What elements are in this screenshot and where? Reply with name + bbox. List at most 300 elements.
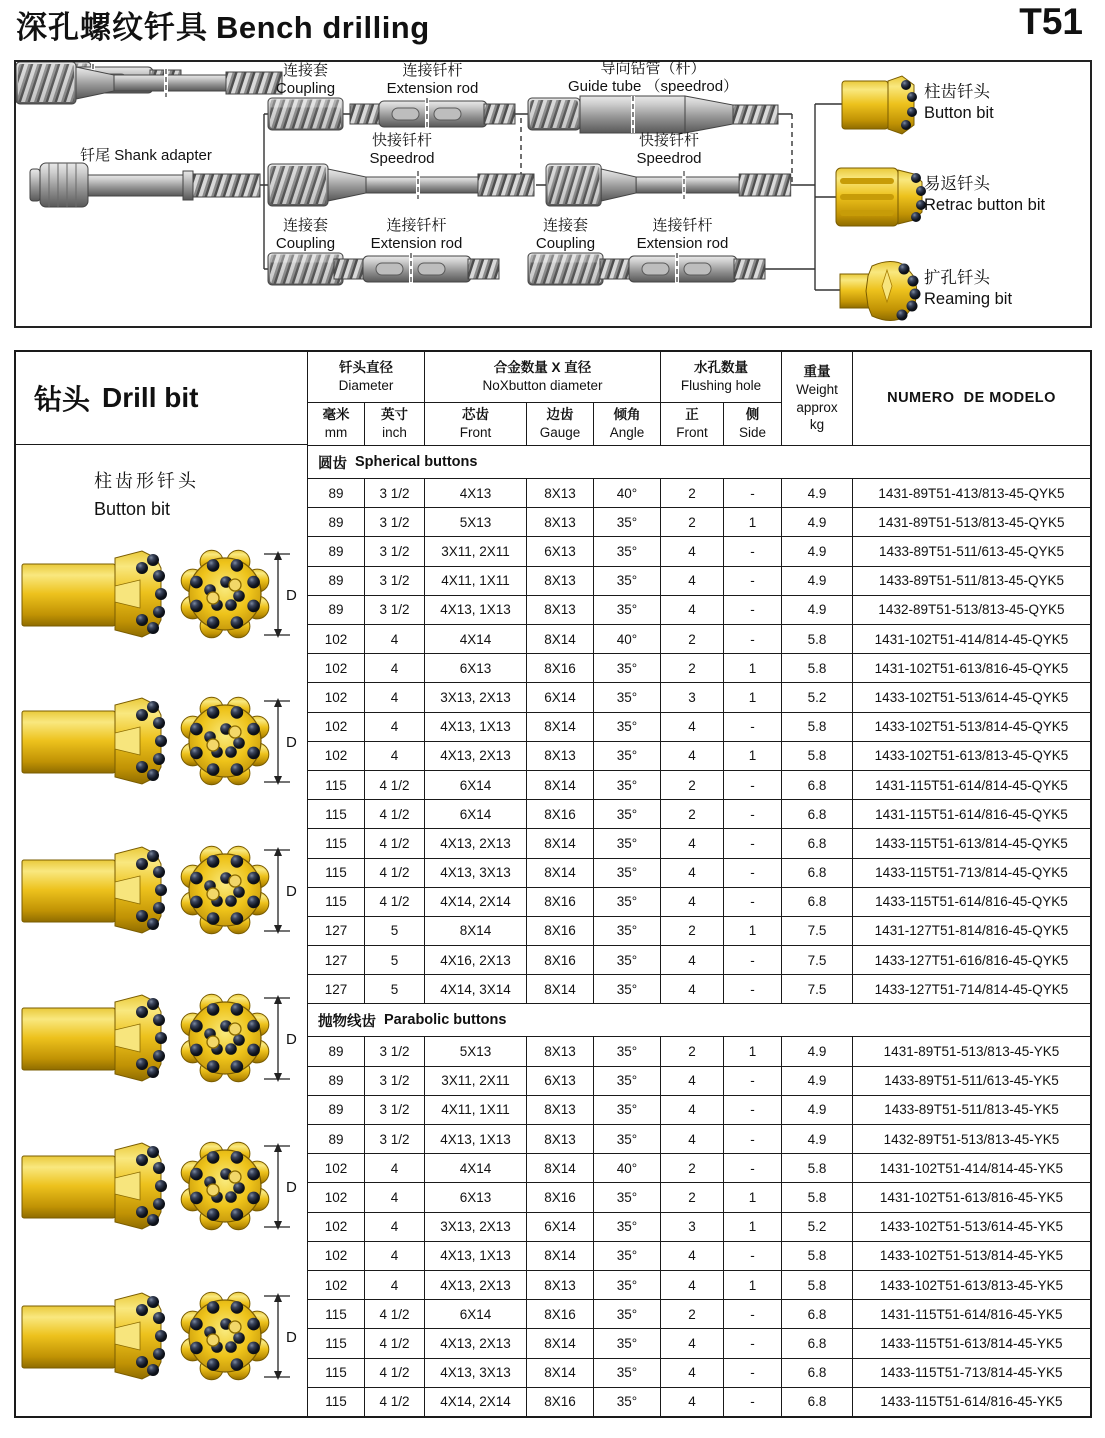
table-cell: 3 — [661, 683, 723, 711]
table-cell: 35° — [594, 1096, 660, 1124]
table-cell: 115 — [308, 888, 364, 916]
bit-side-view — [22, 698, 167, 784]
table-cell: 4 1/2 — [365, 1329, 424, 1357]
table-cell: 5.8 — [782, 625, 852, 653]
table-cell: 2 — [661, 625, 723, 653]
table-cell: 4 — [365, 1242, 424, 1270]
table-cell: 35° — [594, 713, 660, 741]
table-cell: 102 — [308, 1213, 364, 1241]
table-cell: 89 — [308, 1037, 364, 1065]
table-cell: 8X13 — [527, 508, 593, 536]
table-cell: 1 — [724, 683, 781, 711]
table-cell: 1 — [724, 742, 781, 770]
table-cell: 4 — [661, 975, 723, 1003]
dimension-label: D — [286, 1031, 297, 1048]
table-cell: 4 — [661, 537, 723, 565]
table-cell: 4.9 — [782, 479, 852, 507]
model-number-cell: 1433-102T51-613/813-45-QYK5 — [853, 742, 1090, 770]
table-cell: 115 — [308, 771, 364, 799]
col-header-front-center: 芯齿 Front — [425, 403, 526, 445]
col-header-front: 正 Front — [661, 403, 723, 445]
table-cell: - — [724, 1359, 781, 1387]
table-cell: 35° — [594, 1067, 660, 1095]
table-cell: - — [724, 537, 781, 565]
table-cell: 4X11, 1X11 — [425, 1096, 526, 1124]
table-cell: 4 — [661, 1271, 723, 1299]
table-cell: 6X14 — [527, 1213, 593, 1241]
table-cell: 8X14 — [425, 917, 526, 945]
table-cell: 115 — [308, 1300, 364, 1328]
model-number-cell: 1433-115T51-614/816-45-QYK5 — [853, 888, 1090, 916]
table-cell: 35° — [594, 654, 660, 682]
col-header-angle: 倾角 Angle — [594, 403, 660, 445]
model-number-cell: 1433-89T51-511/613-45-YK5 — [853, 1067, 1090, 1095]
table-cell: 8X13 — [527, 596, 593, 624]
table-cell: 35° — [594, 1329, 660, 1357]
table-cell: 35° — [594, 800, 660, 828]
table-cell: 35° — [594, 859, 660, 887]
table-cell: 5X13 — [425, 508, 526, 536]
table-cell: 2 — [661, 1300, 723, 1328]
table-cell: 4 — [661, 1242, 723, 1270]
table-cell: 102 — [308, 654, 364, 682]
table-cell: 4 — [661, 742, 723, 770]
table-cell: 102 — [308, 683, 364, 711]
table-cell: 127 — [308, 975, 364, 1003]
table-cell: 35° — [594, 1300, 660, 1328]
section-header: 圆齿 Spherical buttons — [308, 446, 1090, 478]
table-cell: 8X13 — [527, 567, 593, 595]
model-number-cell: 1433-102T51-513/814-45-QYK5 — [853, 713, 1090, 741]
table-cell: 8X14 — [527, 771, 593, 799]
button-bit-small-image — [842, 76, 917, 134]
bit-image-pair — [20, 1140, 305, 1235]
table-cell: 4X13, 1X13 — [425, 1125, 526, 1153]
label-extension-rod-bottom-left: 连接钎杆 Extension rod — [370, 217, 463, 252]
label-coupling-top: 连接套 Coupling — [275, 62, 336, 97]
button-bit-image — [20, 1290, 305, 1385]
table-cell: 4 — [365, 742, 424, 770]
table-cell: 4X13, 1X13 — [425, 1242, 526, 1270]
label-reaming-bit: 扩孔钎头 Reaming bit — [924, 269, 1013, 308]
thread-model-code: T51 — [1019, 1, 1083, 42]
col-header-no-x-button: 合金数量 X 直径 NoXbutton diameter — [425, 352, 660, 402]
model-number-cell: 1431-102T51-414/814-45-YK5 — [853, 1154, 1090, 1182]
table-cell: 40° — [594, 1154, 660, 1182]
dimension-label: D — [286, 734, 297, 751]
model-number-cell: 1431-102T51-613/816-45-YK5 — [853, 1183, 1090, 1211]
diameter-dimension — [264, 1143, 297, 1230]
table-cell: 40° — [594, 625, 660, 653]
table-cell: 5X13 — [425, 1037, 526, 1065]
table-cell: 8X16 — [527, 917, 593, 945]
table-cell: 8X16 — [527, 1300, 593, 1328]
model-number-cell: 1433-89T51-511/613-45-QYK5 — [853, 537, 1090, 565]
table-cell: 4 1/2 — [365, 800, 424, 828]
table-cell: 5.2 — [782, 683, 852, 711]
table-cell: 4 — [365, 625, 424, 653]
table-cell: 1 — [724, 1213, 781, 1241]
col-header-inch: 英寸 inch — [365, 403, 424, 445]
table-cell: 4X13, 3X13 — [425, 1359, 526, 1387]
table-cell: 6X14 — [425, 771, 526, 799]
table-cell: 3 1/2 — [365, 596, 424, 624]
table-cell: 6.8 — [782, 771, 852, 799]
bit-side-view — [22, 1143, 167, 1229]
table-cell: 115 — [308, 1359, 364, 1387]
assembly-diagram — [14, 60, 1092, 328]
table-cell: 35° — [594, 508, 660, 536]
table-title — [16, 352, 307, 445]
table-cell: 35° — [594, 1271, 660, 1299]
table-cell: 1 — [724, 917, 781, 945]
table-cell: 35° — [594, 771, 660, 799]
table-cell: 115 — [308, 1329, 364, 1357]
table-cell: - — [724, 1154, 781, 1182]
table-cell: 4 — [365, 1271, 424, 1299]
table-cell: 89 — [308, 508, 364, 536]
table-cell: 6.8 — [782, 829, 852, 857]
table-cell: 6X14 — [425, 1300, 526, 1328]
table-cell: 5.8 — [782, 1183, 852, 1211]
table-cell: 8X13 — [527, 1125, 593, 1153]
table-cell: 3 1/2 — [365, 1125, 424, 1153]
table-cell: 102 — [308, 713, 364, 741]
table-cell: 4X13, 2X13 — [425, 829, 526, 857]
bit-image-pair — [20, 548, 305, 643]
label-speedrod-right: 快接钎杆 Speedrod — [636, 132, 702, 167]
table-cell: 5.8 — [782, 654, 852, 682]
model-number-cell: 1431-102T51-613/816-45-QYK5 — [853, 654, 1090, 682]
table-cell: 4 1/2 — [365, 888, 424, 916]
table-cell: 6.8 — [782, 888, 852, 916]
model-number-cell: 1432-89T51-513/813-45-YK5 — [853, 1125, 1090, 1153]
table-cell: 35° — [594, 1183, 660, 1211]
table-cell: 4 — [661, 1359, 723, 1387]
table-cell: 3 1/2 — [365, 567, 424, 595]
table-cell: 2 — [661, 479, 723, 507]
table-cell: 7.5 — [782, 917, 852, 945]
table-cell: 8X14 — [527, 1359, 593, 1387]
model-number-cell: 1433-115T51-613/814-45-QYK5 — [853, 829, 1090, 857]
button-bit-image — [20, 695, 305, 790]
table-cell: 4.9 — [782, 1125, 852, 1153]
table-cell: 4X14, 3X14 — [425, 975, 526, 1003]
bit-face-view — [181, 994, 269, 1082]
table-cell: 3 1/2 — [365, 1037, 424, 1065]
table-cell: 4 — [661, 946, 723, 974]
model-number-cell: 1431-127T51-814/816-45-QYK5 — [853, 917, 1090, 945]
table-cell: 2 — [661, 508, 723, 536]
table-cell: 8X14 — [527, 1329, 593, 1357]
bit-face-view — [181, 1292, 269, 1380]
table-cell: 102 — [308, 625, 364, 653]
table-cell: 6X13 — [527, 537, 593, 565]
table-cell: 4X14 — [425, 1154, 526, 1182]
table-cell: 89 — [308, 596, 364, 624]
diameter-dimension — [264, 1293, 297, 1380]
model-number-cell: 1433-102T51-513/814-45-YK5 — [853, 1242, 1090, 1270]
table-cell: 6X14 — [425, 800, 526, 828]
table-cell: 4X11, 1X11 — [425, 567, 526, 595]
table-cell: 89 — [308, 479, 364, 507]
bit-face-view — [181, 550, 269, 638]
table-cell: 1 — [724, 1271, 781, 1299]
table-cell: 115 — [308, 800, 364, 828]
table-cell: - — [724, 975, 781, 1003]
table-cell: 8X16 — [527, 888, 593, 916]
table-cell: 8X16 — [527, 654, 593, 682]
table-cell: 8X16 — [527, 1183, 593, 1211]
bit-face-view — [181, 846, 269, 934]
table-cell: 4.9 — [782, 537, 852, 565]
dimension-label: D — [286, 883, 297, 900]
table-title-en: Drill bit — [102, 382, 199, 413]
table-cell: 4 — [661, 713, 723, 741]
table-cell: 4.9 — [782, 1067, 852, 1095]
bit-face-view — [181, 1142, 269, 1230]
model-number-cell: 1433-102T51-613/813-45-YK5 — [853, 1271, 1090, 1299]
table-cell: 35° — [594, 1213, 660, 1241]
table-cell: 4X14, 2X14 — [425, 888, 526, 916]
button-bit-image — [20, 548, 305, 643]
table-cell: 3 1/2 — [365, 537, 424, 565]
table-cell: 2 — [661, 1154, 723, 1182]
table-cell: 4 1/2 — [365, 771, 424, 799]
table-cell: 7.5 — [782, 975, 852, 1003]
page-header — [16, 2, 1091, 47]
col-header-diameter: 钎头直径 Diameter — [308, 352, 424, 402]
table-cell: 6.8 — [782, 1300, 852, 1328]
table-cell: 4 — [365, 713, 424, 741]
table-cell: 4X14, 2X14 — [425, 1388, 526, 1416]
label-shank-adapter: 钎尾 Shank adapter — [80, 147, 212, 164]
table-cell: - — [724, 713, 781, 741]
table-cell: 6X13 — [425, 1183, 526, 1211]
table-cell: 6X13 — [527, 1067, 593, 1095]
drill-bit-spec-table — [14, 350, 1092, 1418]
table-cell: 4 1/2 — [365, 859, 424, 887]
col-header-side: 侧 Side — [724, 403, 781, 445]
table-cell: 40° — [594, 479, 660, 507]
table-cell: - — [724, 800, 781, 828]
table-cell: 4X13, 1X13 — [425, 713, 526, 741]
col-header-model: NUMERO DE MODELO — [853, 352, 1090, 445]
label-extension-rod-bottom-right: 连接钎杆 Extension rod — [636, 217, 729, 252]
section-header: 抛物线齿 Parabolic buttons — [308, 1004, 1090, 1036]
table-cell: 115 — [308, 829, 364, 857]
table-cell: 4X14 — [425, 625, 526, 653]
table-cell: 1 — [724, 654, 781, 682]
table-cell: 8X13 — [527, 1096, 593, 1124]
table-cell: 4 — [661, 1067, 723, 1095]
table-cell: 4.9 — [782, 1037, 852, 1065]
col-header-gauge: 边齿 Gauge — [527, 403, 593, 445]
table-cell: 4 — [661, 1125, 723, 1153]
table-cell: 35° — [594, 1037, 660, 1065]
table-cell: 4X13, 2X13 — [425, 742, 526, 770]
table-cell: 102 — [308, 1154, 364, 1182]
table-cell: 1 — [724, 1183, 781, 1211]
model-number-cell: 1431-89T51-413/813-45-QYK5 — [853, 479, 1090, 507]
bit-type-label: 柱齿形钎头 Button bit — [94, 471, 199, 519]
bit-image-pair — [20, 844, 305, 939]
label-coupling-bottom-right: 连接套 Coupling — [535, 217, 596, 252]
table-cell: 8X13 — [527, 479, 593, 507]
model-number-cell: 1433-115T51-613/814-45-YK5 — [853, 1329, 1090, 1357]
table-cell: 8X16 — [527, 800, 593, 828]
table-cell: 5.8 — [782, 713, 852, 741]
table-cell: 102 — [308, 1242, 364, 1270]
table-cell: - — [724, 888, 781, 916]
bit-side-view — [22, 551, 167, 637]
table-cell: 8X14 — [527, 975, 593, 1003]
model-number-cell: 1433-102T51-513/614-45-YK5 — [853, 1213, 1090, 1241]
diameter-dimension — [264, 698, 297, 785]
table-cell: - — [724, 1388, 781, 1416]
table-cell: 89 — [308, 537, 364, 565]
table-cell: 6.8 — [782, 800, 852, 828]
button-bit-image — [20, 844, 305, 939]
table-cell: 4.9 — [782, 1096, 852, 1124]
table-cell: 6.8 — [782, 1359, 852, 1387]
table-cell: 3 1/2 — [365, 1067, 424, 1095]
retrac-bit-image — [836, 168, 926, 226]
table-cell: 8X14 — [527, 625, 593, 653]
label-extension-rod-top: 连接钎杆 Extension rod — [386, 62, 479, 97]
model-number-cell: 1431-89T51-513/813-45-YK5 — [853, 1037, 1090, 1065]
table-cell: 89 — [308, 1096, 364, 1124]
model-number-cell: 1431-115T51-614/816-45-QYK5 — [853, 800, 1090, 828]
table-cell: 4 — [365, 1213, 424, 1241]
label-coupling-bottom-left: 连接套 Coupling — [275, 217, 336, 252]
table-cell: 7.5 — [782, 946, 852, 974]
table-cell: - — [724, 1125, 781, 1153]
model-number-cell: 1433-102T51-513/614-45-QYK5 — [853, 683, 1090, 711]
table-cell: 35° — [594, 742, 660, 770]
table-cell: 6X13 — [425, 654, 526, 682]
table-cell: 6.8 — [782, 1329, 852, 1357]
label-button-bit: 柱齿钎头 Button bit — [924, 83, 994, 122]
diameter-dimension — [264, 847, 297, 934]
table-cell: 4 — [661, 1096, 723, 1124]
table-cell: 102 — [308, 1183, 364, 1211]
col-header-flushing-hole: 水孔数量 Flushing hole — [661, 352, 781, 402]
table-cell: 4 1/2 — [365, 1359, 424, 1387]
table-cell: 4X13, 1X13 — [425, 596, 526, 624]
table-cell: 6X14 — [527, 683, 593, 711]
table-cell: 6.8 — [782, 1388, 852, 1416]
table-cell: 8X14 — [527, 829, 593, 857]
table-cell: - — [724, 1067, 781, 1095]
table-cell: 1 — [724, 508, 781, 536]
model-number-cell: 1433-89T51-511/813-45-YK5 — [853, 1096, 1090, 1124]
table-cell: 2 — [661, 800, 723, 828]
table-cell: 35° — [594, 1125, 660, 1153]
table-cell: 8X16 — [527, 946, 593, 974]
table-cell: 3X13, 2X13 — [425, 1213, 526, 1241]
bit-image-pair — [20, 992, 305, 1087]
bit-side-view — [22, 1293, 167, 1379]
table-cell: 3 — [661, 1213, 723, 1241]
table-cell: 4.9 — [782, 596, 852, 624]
table-cell: 35° — [594, 888, 660, 916]
table-cell: 4 — [661, 859, 723, 887]
table-cell: 3X13, 2X13 — [425, 683, 526, 711]
table-cell: 4 — [365, 1154, 424, 1182]
button-bit-image — [20, 992, 305, 1087]
table-cell: 102 — [308, 742, 364, 770]
label-speedrod-left: 快接钎杆 Speedrod — [369, 132, 435, 167]
table-cell: - — [724, 1242, 781, 1270]
model-number-cell: 1431-89T51-513/813-45-QYK5 — [853, 508, 1090, 536]
table-cell: - — [724, 596, 781, 624]
table-cell: 3 1/2 — [365, 479, 424, 507]
table-cell: 89 — [308, 567, 364, 595]
table-cell: 4 1/2 — [365, 1300, 424, 1328]
label-guide-tube: 导向钻管（杆） Guide tube （speedrod） — [567, 60, 739, 95]
page-title-zh: 深孔螺纹钎具 — [16, 10, 208, 45]
table-cell: - — [724, 771, 781, 799]
col-header-mm: 毫米 mm — [308, 403, 364, 445]
table-cell: 4 — [365, 683, 424, 711]
table-cell: - — [724, 946, 781, 974]
table-cell: 8X14 — [527, 1242, 593, 1270]
label-retrac-button-bit: 易返钎头 Retrac button bit — [924, 175, 1046, 214]
table-cell: 4 — [661, 829, 723, 857]
table-cell: - — [724, 1300, 781, 1328]
table-cell: 89 — [308, 1067, 364, 1095]
table-cell: 5.8 — [782, 1242, 852, 1270]
table-cell: 35° — [594, 567, 660, 595]
table-cell: 35° — [594, 1242, 660, 1270]
table-cell: 2 — [661, 917, 723, 945]
table-cell: 5.8 — [782, 742, 852, 770]
bit-side-view — [22, 847, 167, 933]
table-cell: 115 — [308, 1388, 364, 1416]
dimension-label: D — [286, 1179, 297, 1196]
table-cell: 8X16 — [527, 1388, 593, 1416]
table-cell: - — [724, 479, 781, 507]
table-cell: 4 — [661, 1329, 723, 1357]
table-cell: 4 — [661, 567, 723, 595]
diameter-dimension — [264, 995, 297, 1082]
table-cell: 3 1/2 — [365, 508, 424, 536]
bit-image-pair — [20, 1290, 305, 1385]
table-cell: 115 — [308, 859, 364, 887]
table-cell: 2 — [661, 771, 723, 799]
bit-side-view — [22, 995, 167, 1081]
table-cell: 4X13, 3X13 — [425, 859, 526, 887]
table-cell: 3X11, 2X11 — [425, 1067, 526, 1095]
table-cell: 4X13, 2X13 — [425, 1329, 526, 1357]
model-number-cell: 1431-115T51-614/816-45-YK5 — [853, 1300, 1090, 1328]
table-cell: 35° — [594, 1359, 660, 1387]
table-cell: 8X13 — [527, 1037, 593, 1065]
page-title — [16, 2, 430, 47]
table-title-zh: 钻头 — [34, 384, 91, 415]
table-cell: 4 — [661, 888, 723, 916]
table-cell: 35° — [594, 975, 660, 1003]
model-number-cell: 1433-89T51-511/813-45-QYK5 — [853, 567, 1090, 595]
table-cell: 3X11, 2X11 — [425, 537, 526, 565]
drill-bit-column — [16, 352, 308, 1416]
table-cell: 127 — [308, 917, 364, 945]
spec-grid — [308, 352, 1090, 1416]
table-cell: 35° — [594, 946, 660, 974]
table-cell: 4 1/2 — [365, 1388, 424, 1416]
model-number-cell: 1431-115T51-614/814-45-QYK5 — [853, 771, 1090, 799]
